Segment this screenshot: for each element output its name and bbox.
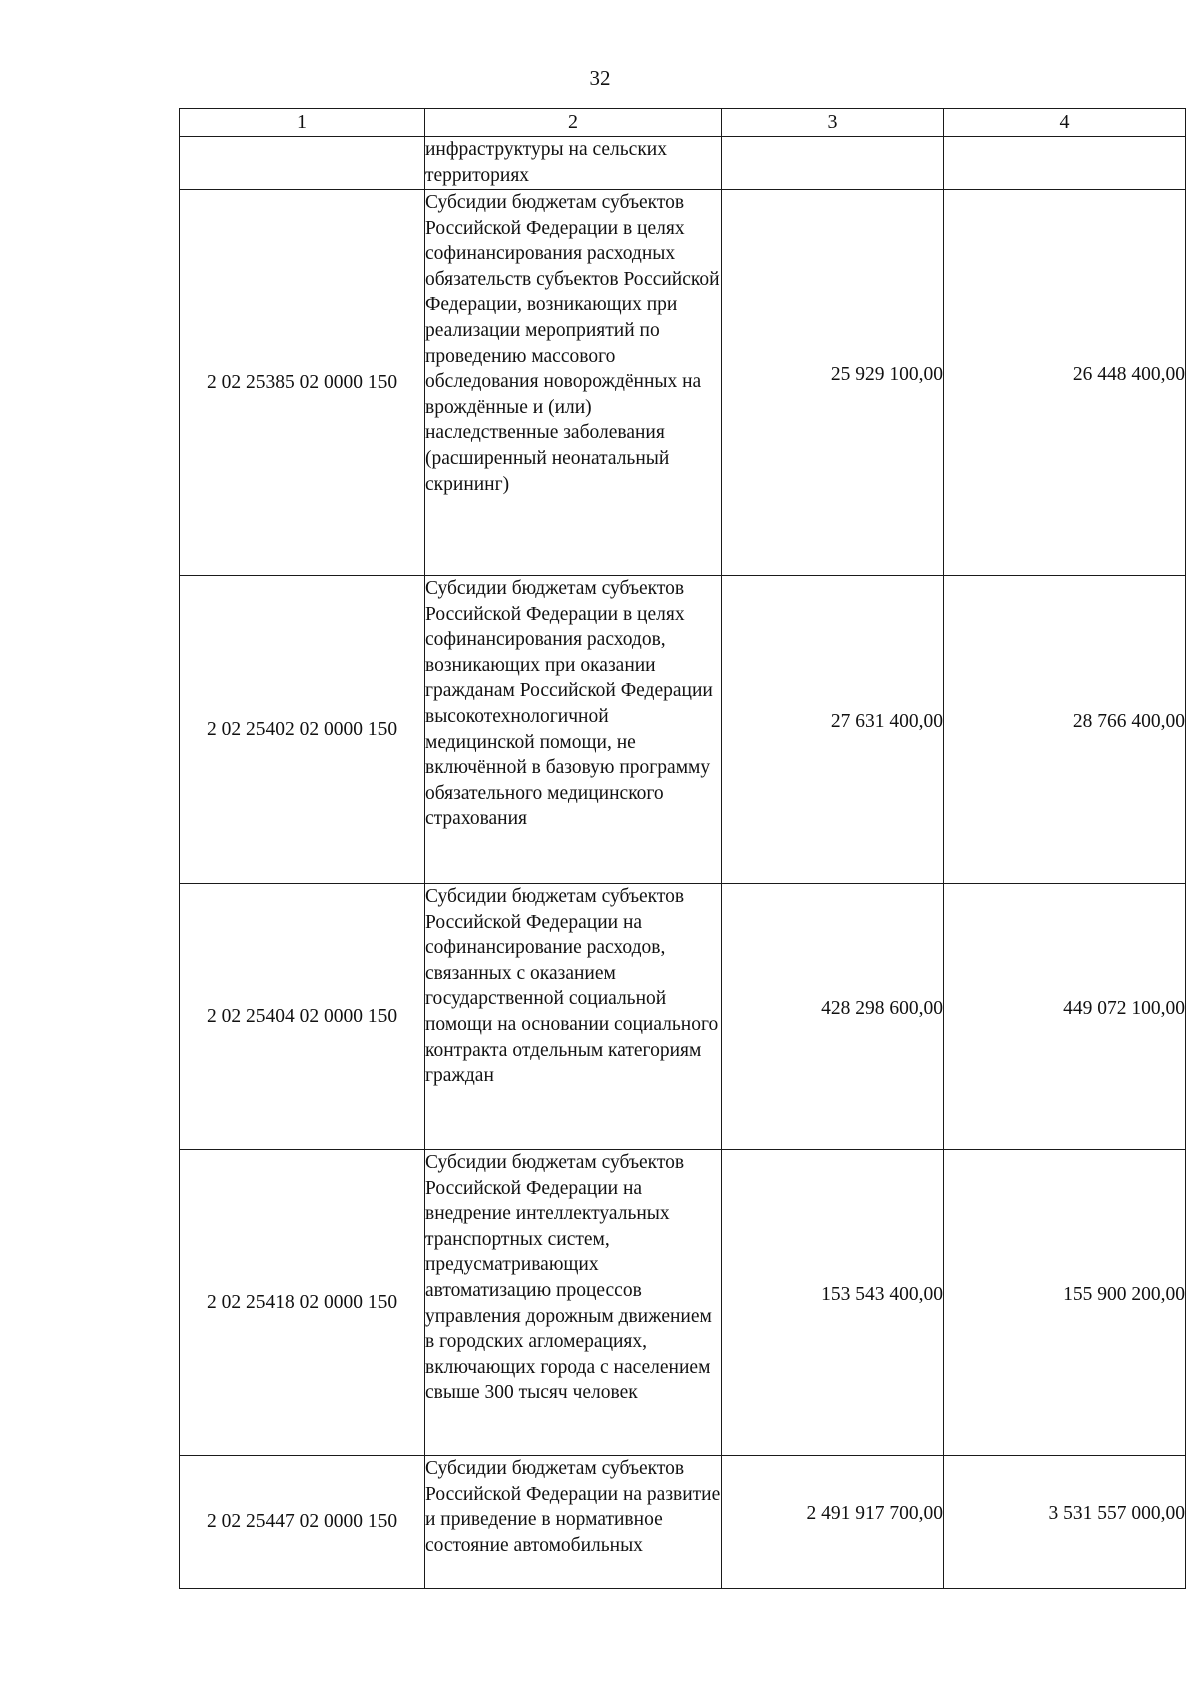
amount-col4-value: 3 531 557 000,00 [1048,1503,1185,1525]
amount-col3-value: 25 929 100,00 [830,363,943,385]
amount-col4-cell [944,576,1186,884]
amount-col3-value: 2 491 917 700,00 [806,1503,943,1525]
amount-col4-cell [944,137,1186,190]
description-cell: Субсидии бюджетам субъектов Российской Федерации на развитие и приведение в нормативное состояние автомобильных [425,1456,722,1589]
budget-code-cell: 2 02 25418 02 0000 150 [180,1150,425,1456]
amount-col3-cell [722,576,944,884]
amount-col3-value: 27 631 400,00 [830,710,943,732]
amount-col4-cell [944,1150,1186,1456]
table-row [180,190,1186,576]
amount-col4-value: 449 072 100,00 [1063,997,1185,1019]
table-row [180,1150,1186,1456]
column-header-3: 3 [722,109,944,137]
amount-col4-cell [944,190,1186,576]
amount-col4-cell [944,1456,1186,1589]
budget-code-cell: 2 02 25404 02 0000 150 [180,884,425,1150]
table-row [180,884,1186,1150]
amount-col4-value: 26 448 400,00 [1072,363,1185,385]
budget-code-cell: 2 02 25385 02 0000 150 [180,190,425,576]
column-header-4: 4 [944,109,1186,137]
description-cell: Субсидии бюджетам субъектов Российской Федерации в целях софинансирования расходов, возникающих при оказании гражданам Российской Федерации высокотехнологичной медицинской помощи, не включённой в базовую программу обязательного медицинского страхования [425,576,722,884]
column-header-1: 1 [180,109,425,137]
amount-col3-cell [722,137,944,190]
budget-revenue-table [179,108,1186,1589]
table-header-row [180,109,1186,137]
amount-col4-value: 28 766 400,00 [1072,710,1185,732]
budget-code-cell: 2 02 25402 02 0000 150 [180,576,425,884]
table-row [180,137,1186,190]
description-cell: Субсидии бюджетам субъектов Российской Федерации на софинансирование расходов, связанных с оказанием государственной социальной помощи на основании социального контракта отдельным категориям граждан [425,884,722,1150]
amount-col3-cell [722,884,944,1150]
column-header-2: 2 [425,109,722,137]
amount-col4-value: 155 900 200,00 [1063,1283,1185,1305]
amount-col3-cell [722,190,944,576]
amount-col3-cell [722,1150,944,1456]
amount-col3-value: 428 298 600,00 [821,997,943,1019]
amount-col3-value: 153 543 400,00 [821,1283,943,1305]
budget-code-cell: 2 02 25447 02 0000 150 [180,1456,425,1589]
description-cell: Субсидии бюджетам субъектов Российской Федерации в целях софинансирования расходных обязательств субъектов Российской Федерации, возникающих при реализации мероприятий по проведению массового обследования новорождённых на врождённые и (или) наследственные заболевания (расширенный неонатальный скрининг) [425,190,722,576]
amount-col3-cell [722,1456,944,1589]
description-cell: инфраструктуры на сельских территориях [425,137,722,190]
amount-col4-cell [944,884,1186,1150]
budget-code-cell [180,137,425,190]
table-row [180,1456,1186,1589]
description-cell: Субсидии бюджетам субъектов Российской Федерации на внедрение интеллектуальных транспортных систем, предусматривающих автоматизацию процессов управления дорожным движением в городских агломерациях, включающих города с населением свыше 300 тысяч человек [425,1150,722,1456]
table-row [180,576,1186,884]
page-number: 32 [589,66,611,90]
